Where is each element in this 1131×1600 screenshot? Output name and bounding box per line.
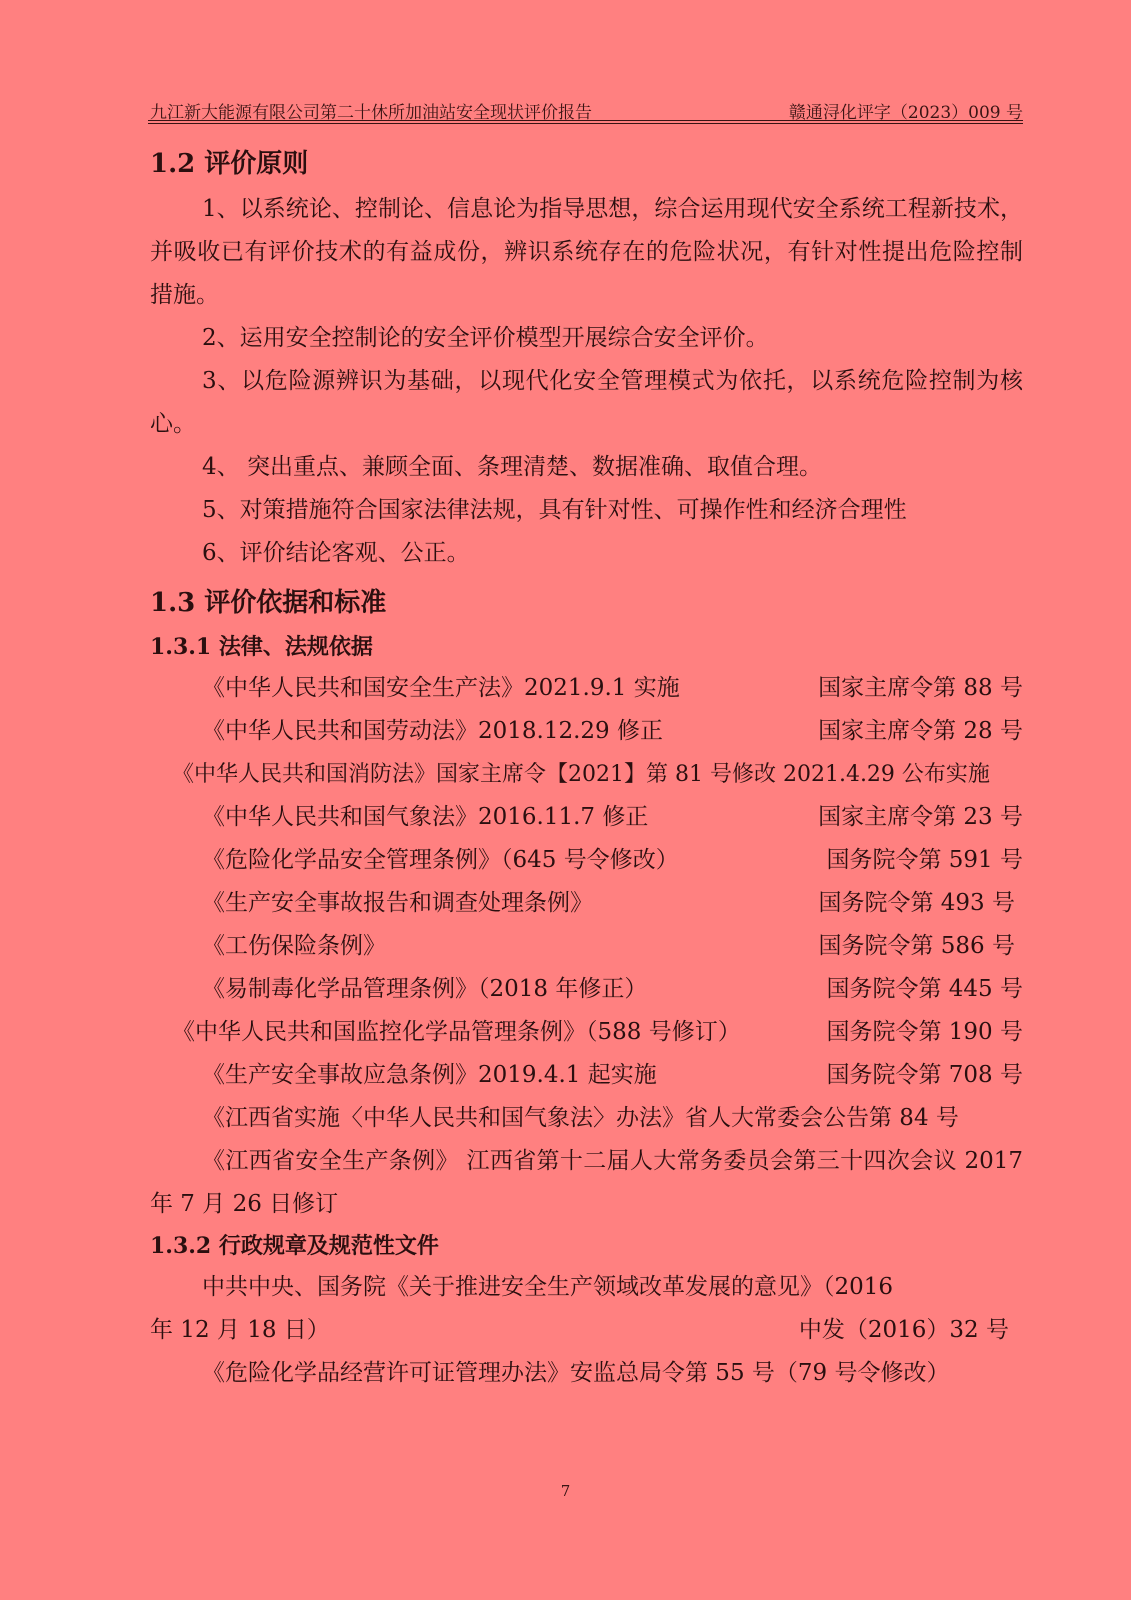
principle-item: 6、评价结论客观、公正。: [202, 540, 470, 566]
regulation-date: 年 12 月 18 日）: [150, 1317, 330, 1343]
law-issuer: 国务院令第 591 号: [826, 847, 1023, 873]
principle-item: 2、运用安全控制论的安全评价模型开展综合安全评价。: [202, 325, 769, 351]
law-issuer: 国家主席令第 28 号: [818, 718, 1023, 744]
header-rule-top: [148, 120, 1023, 121]
header-rule-bottom: [148, 123, 1023, 124]
section-1-3-1-heading: 1.3.1 法律、法规依据: [150, 634, 373, 660]
principle-item: 3、以危险源辨识为基础，以现代化安全管理模式为依托，以系统危险控制为核心。: [150, 368, 1023, 437]
page-content: [150, 138, 1023, 1395]
header-report-title: 九江新大能源有限公司第二十休所加油站安全现状评价报告: [150, 103, 592, 123]
law-row: [150, 753, 1023, 796]
section-1-3-heading: 1.3 评价依据和标准: [150, 588, 387, 618]
principle-item: 4、 突出重点、兼顾全面、条理清楚、数据准确、取值合理。: [202, 454, 822, 480]
law-name: 《中华人民共和国安全生产法》2021.9.1 实施: [202, 675, 680, 701]
law-row: [150, 839, 1023, 882]
law-name: 《中华人民共和国气象法》2016.11.7 修正: [202, 804, 649, 830]
law-issuer: 国家主席令第 88 号: [818, 675, 1023, 701]
principle-item: 5、对策措施符合国家法律法规，具有针对性、可操作性和经济合理性: [202, 497, 907, 523]
jiangxi-regulation-paragraph: 《江西省安全生产条例》 江西省第十二届人大常务委员会第三十四次会议 2017 年 7 月 26 日修订: [150, 1148, 1023, 1217]
regulation-line: 中共中央、国务院《关于推进安全生产领域改革发展的意见》（2016: [202, 1274, 894, 1300]
law-name: 《生产安全事故应急条例》2019.4.1 起实施: [202, 1062, 657, 1088]
law-name: 《中华人民共和国劳动法》2018.12.29 修正: [202, 718, 663, 744]
law-name: 《易制毒化学品管理条例》（2018 年修正）: [202, 976, 648, 1002]
principle-item: 1、以系统论、控制论、信息论为指导思想，综合运用现代安全系统工程新技术，并吸收已有评价技术的有益成份，辨识系统存在的危险状况，有针对性提出危险控制措施。: [150, 196, 1023, 308]
page-number: 7: [560, 1482, 571, 1500]
law-issuer: 国家主席令第 23 号: [818, 804, 1023, 830]
law-name: 《工伤保险条例》: [202, 933, 386, 959]
law-row: [150, 882, 1023, 925]
law-issuer: 国务院令第 493 号: [818, 890, 1015, 916]
law-name: 《江西省实施〈中华人民共和国气象法〉办法》省人大常委会公告第 84 号: [202, 1105, 959, 1131]
law-row: [150, 925, 1023, 968]
section-1-2-heading: 1.2 评价原则: [150, 149, 309, 179]
law-issuer: 国务院令第 708 号: [826, 1062, 1023, 1088]
law-issuer: 国务院令第 445 号: [826, 976, 1023, 1002]
law-row: [150, 796, 1023, 839]
law-row: [150, 1011, 1023, 1054]
law-row: [150, 710, 1023, 753]
law-issuer: 国务院令第 190 号: [826, 1019, 1023, 1045]
law-name: 《中华人民共和国消防法》国家主席令【2021】第 81 号修改 2021.4.29 公布实施: [172, 762, 990, 787]
law-row: [150, 667, 1023, 710]
law-row: [150, 968, 1023, 1011]
regulation-line: 《危险化学品经营许可证管理办法》安监总局令第 55 号（79 号令修改）: [202, 1360, 950, 1386]
law-row: [150, 1097, 1023, 1140]
section-1-3-2-heading: 1.3.2 行政规章及规范性文件: [150, 1233, 439, 1259]
regulation-doc-number: 中发（2016）32 号: [798, 1317, 1009, 1343]
header-report-number: 赣通浔化评字（2023）009 号: [788, 103, 1023, 123]
regulation-line: [150, 1309, 1023, 1352]
law-issuer: 国务院令第 586 号: [818, 933, 1015, 959]
law-row: [150, 1054, 1023, 1097]
law-name: 《危险化学品安全管理条例》（645 号令修改）: [202, 847, 679, 873]
law-name: 《中华人民共和国监控化学品管理条例》（588 号修订）: [172, 1019, 741, 1045]
law-name: 《生产安全事故报告和调查处理条例》: [202, 890, 593, 916]
